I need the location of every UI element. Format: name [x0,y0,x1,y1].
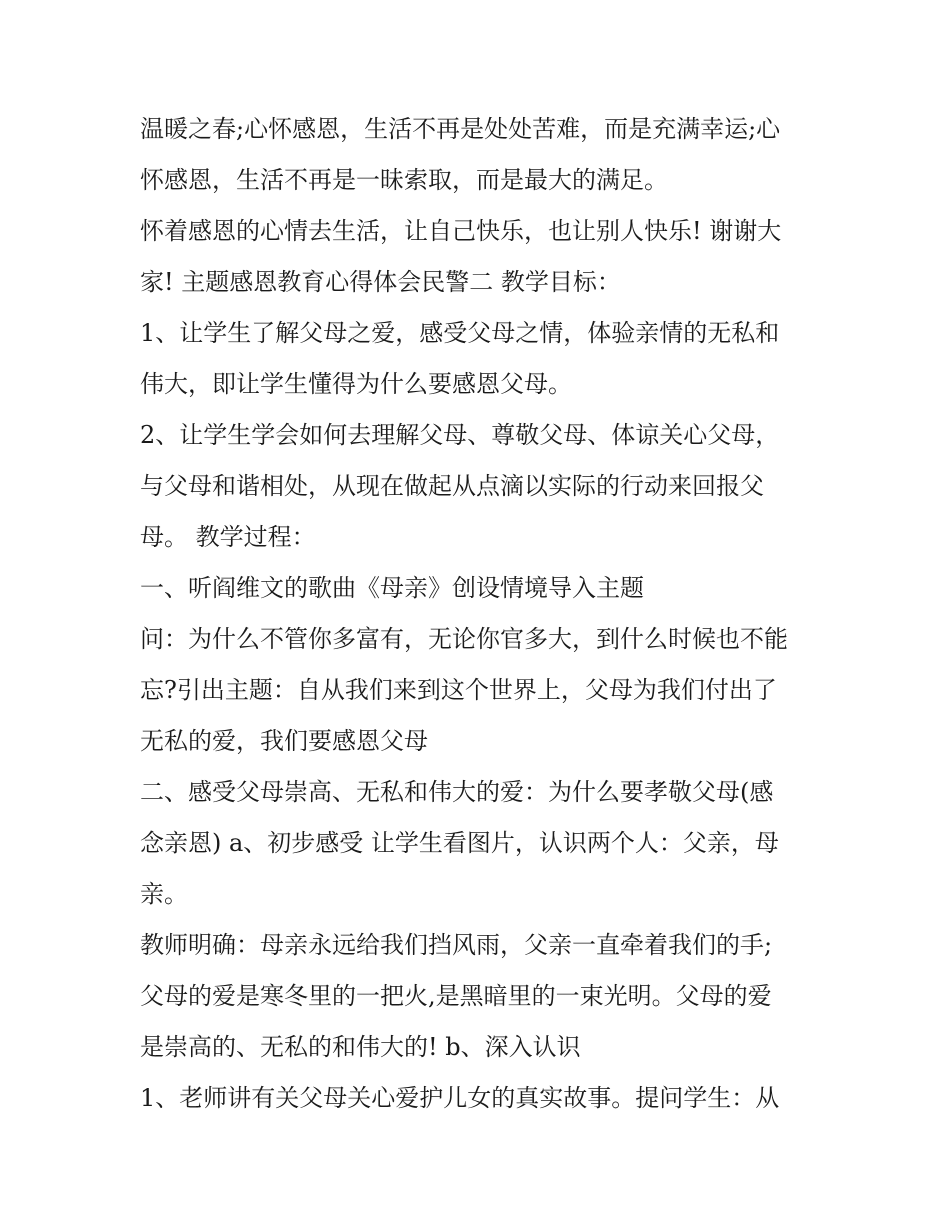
text-line: 念亲恩) a、初步感受 让学生看图片，认识两个人：父亲，母 [140,829,779,857]
text-line: 怀着感恩的心情去生活，让自己快乐，也让别人快乐! 谢谢大 [140,217,782,245]
text-line: 教师明确：母亲永远给我们挡风雨，父亲一直牵着我们的手; [140,931,773,959]
text-line: 父母的爱是寒冬里的一把火,是黑暗里的一束光明。父母的爱 [140,982,772,1010]
text-line: 亲。 [140,880,188,908]
text-line: 1、让学生了解父母之爱，感受父母之情，体验亲情的无私和 [140,319,780,347]
document-body [140,104,840,1124]
text-line: 家! 主题感恩教育心得体会民警二 教学目标： [140,268,621,296]
text-line: 与父母和谐相处，从现在做起从点滴以实际的行动来回报父 [140,472,764,500]
text-line: 母。 教学过程： [140,523,316,551]
text-line: 2、让学生学会如何去理解父母、尊敬父母、体谅关心父母， [140,421,780,449]
text-line: 伟大，即让学生懂得为什么要感恩父母。 [140,370,572,398]
text-line: 怀感恩，生活不再是一昧索取，而是最大的满足。 [140,166,668,194]
text-line: 问：为什么不管你多富有，无论你官多大，到什么时候也不能 [140,625,788,653]
text-line: 1、老师讲有关父母关心爱护儿女的真实故事。提问学生：从 [140,1084,780,1112]
text-line: 温暖之春;心怀感恩，生活不再是处处苦难，而是充满幸运;心 [140,115,781,143]
text-line: 二、感受父母崇高、无私和伟大的爱：为什么要孝敬父母(感 [140,778,774,806]
text-line: 无私的爱，我们要感恩父母 [140,727,428,755]
text-line: 是崇高的、无私的和伟大的! b、深入认识 [140,1033,581,1061]
text-line: 忘?引出主题：自从我们来到这个世界上，父母为我们付出了 [140,676,777,704]
text-line: 一、听阎维文的歌曲《母亲》创设情境导入主题 [140,574,644,602]
